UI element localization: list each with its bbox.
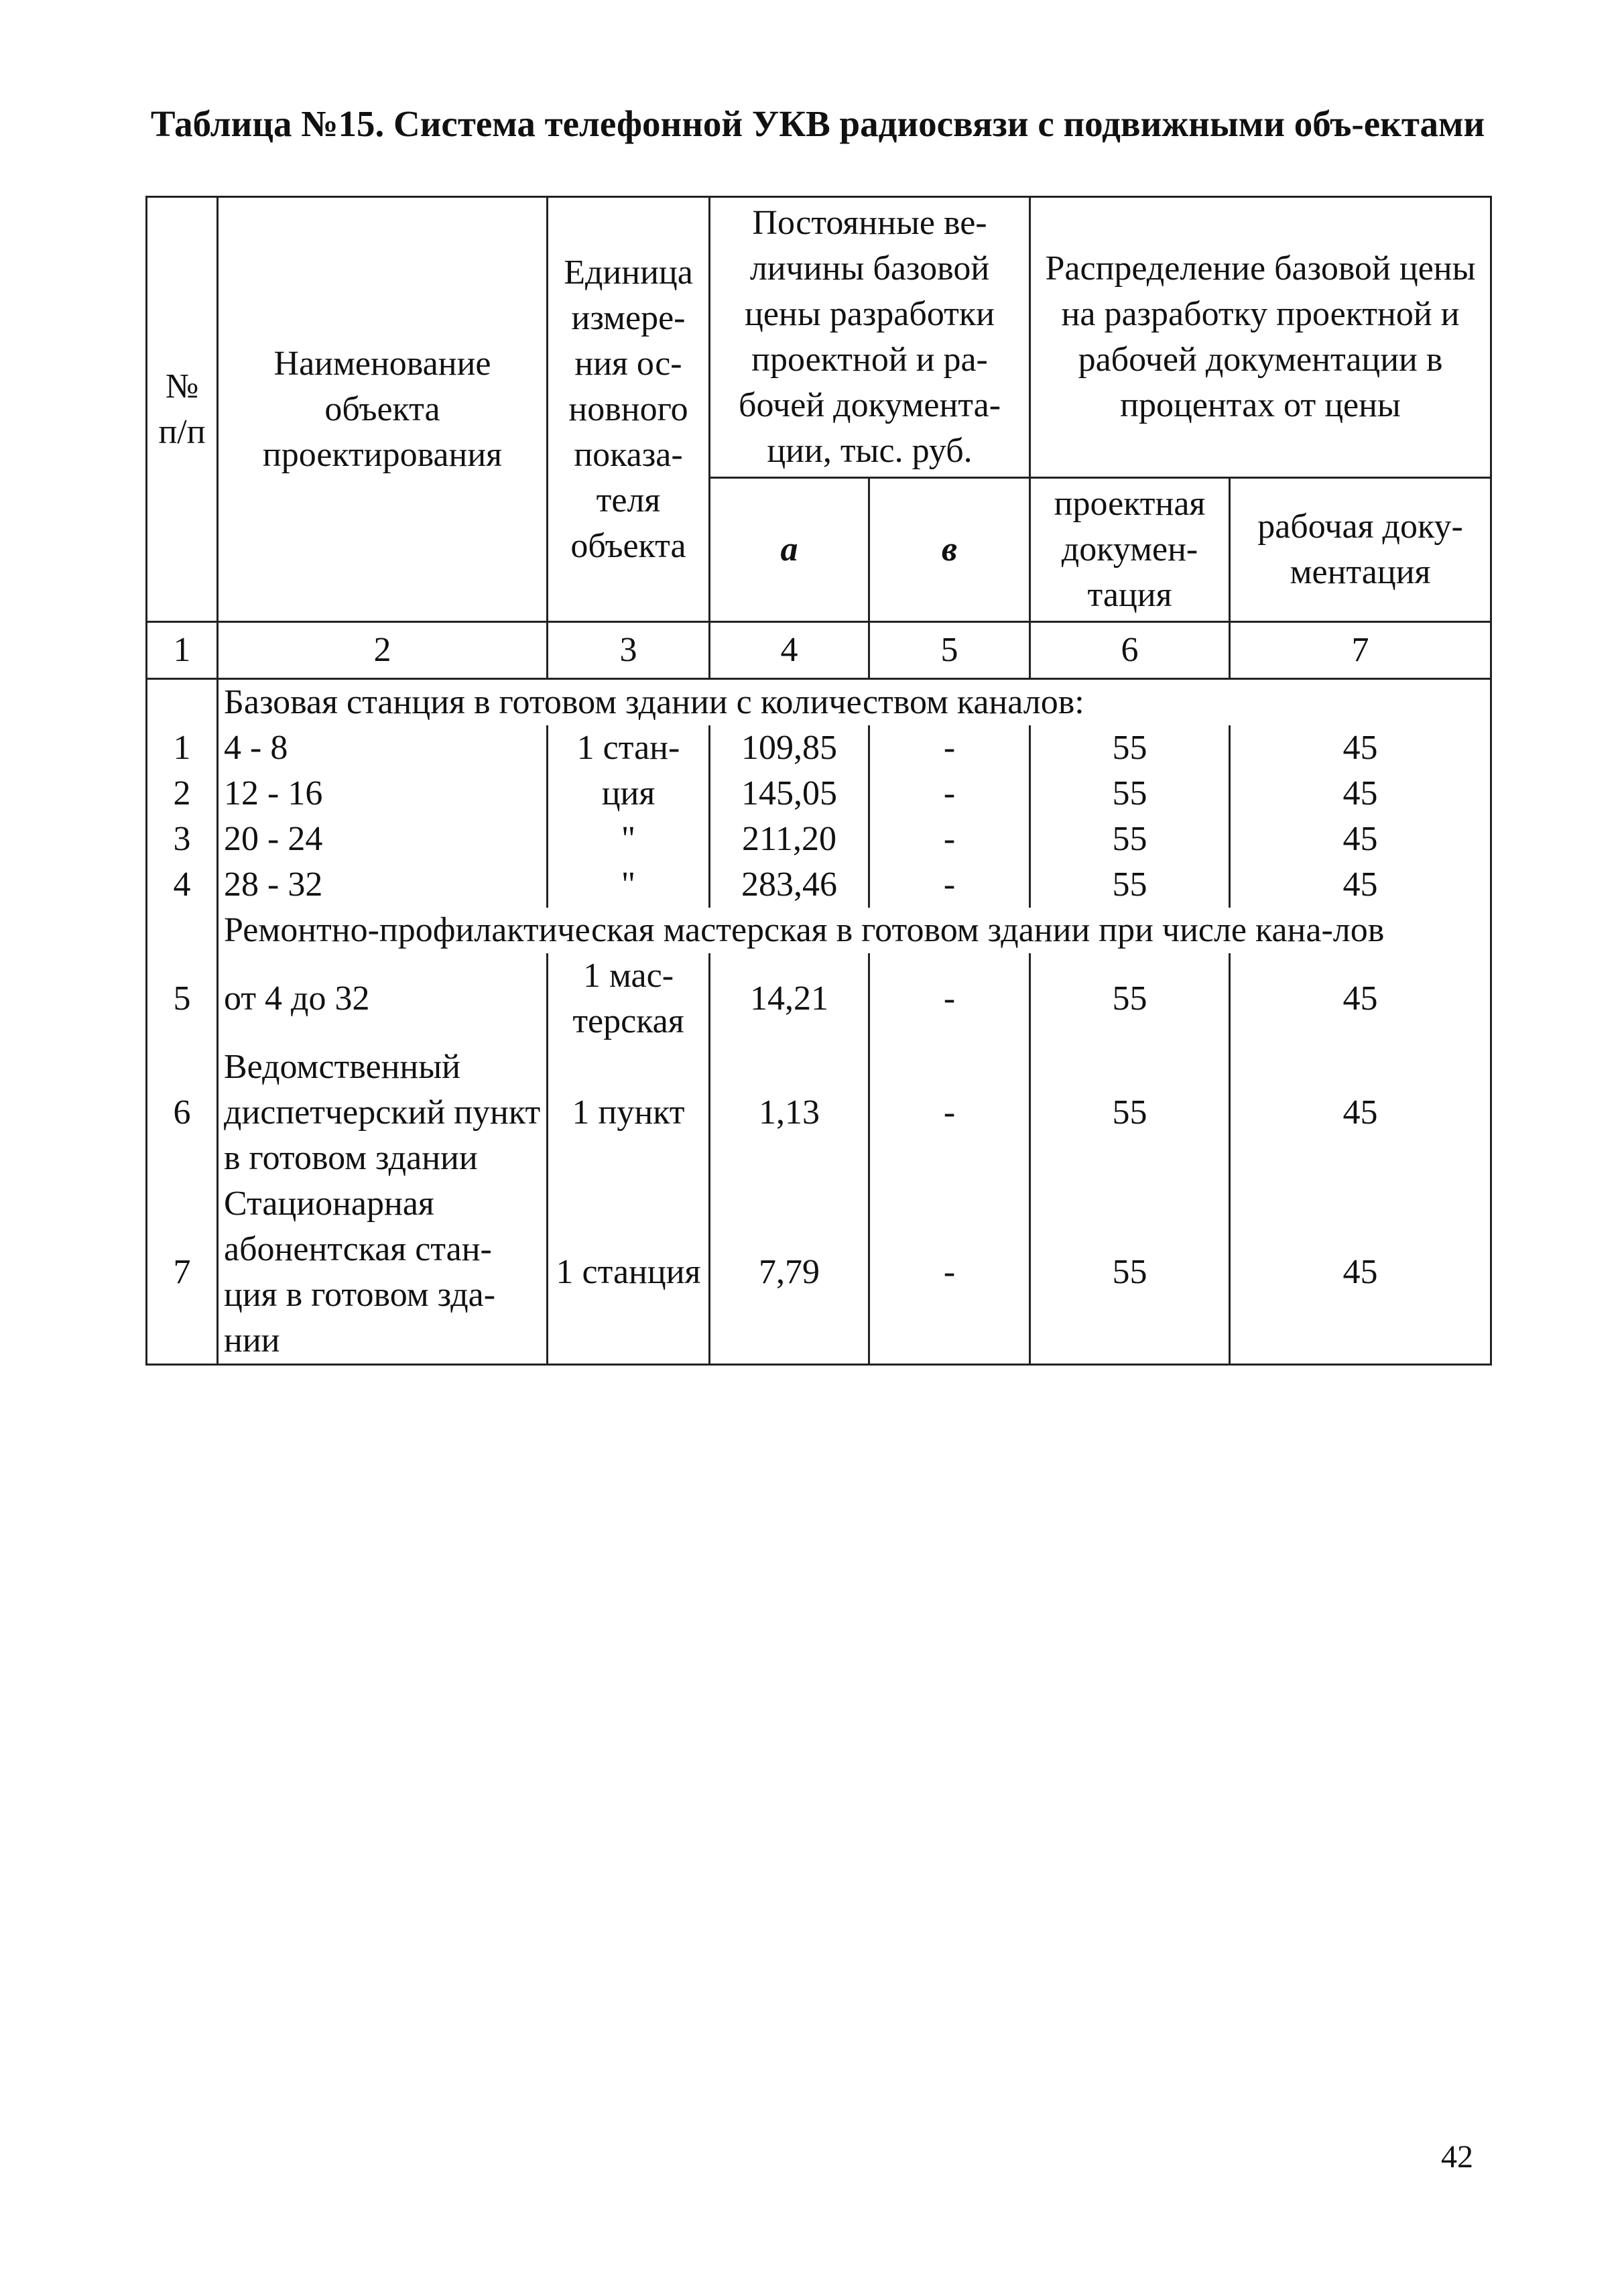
table-title: Таблица №15. Система телефонной УКВ радиосвязи с подвижными объ-ектами	[150, 103, 1485, 144]
column-number: 7	[1230, 622, 1491, 679]
row-value-a: 283,46	[710, 862, 869, 908]
table-row	[147, 1181, 1491, 1365]
row-value-b: -	[869, 771, 1030, 817]
row-project-percent: 55	[1030, 862, 1230, 908]
row-project-percent: 55	[1030, 1181, 1230, 1365]
row-unit: 1 стан-	[548, 725, 710, 771]
row-unit: ция	[548, 771, 710, 817]
header-distribution: Распределение базовой цены на разработку проектной и рабочей документации в процентах от цены	[1030, 197, 1491, 478]
table-row	[147, 771, 1491, 817]
row-value-a: 109,85	[710, 725, 869, 771]
row-working-percent: 45	[1230, 862, 1491, 908]
row-name: 28 - 32	[218, 862, 548, 908]
row-number: 5	[147, 953, 218, 1044]
column-number: 5	[869, 622, 1030, 679]
column-number: 2	[218, 622, 548, 679]
row-value-b: -	[869, 1181, 1030, 1365]
row-number: 1	[147, 725, 218, 771]
row-number: 7	[147, 1181, 218, 1365]
row-name: Ведомственный диспетчерский пункт в готовом здании	[218, 1044, 548, 1181]
column-number: 6	[1030, 622, 1230, 679]
row-number: 3	[147, 817, 218, 862]
table-row	[147, 725, 1491, 771]
row-unit: "	[548, 862, 710, 908]
row-project-percent: 55	[1030, 725, 1230, 771]
row-value-b: -	[869, 862, 1030, 908]
row-name: от 4 до 32	[218, 953, 548, 1044]
row-name: 4 - 8	[218, 725, 548, 771]
row-working-percent: 45	[1230, 771, 1491, 817]
group-heading: Ремонтно-профилактическая мастерская в готовом здании при числе кана-лов	[218, 908, 1491, 953]
table-row	[147, 1044, 1491, 1181]
row-value-a: 211,20	[710, 817, 869, 862]
row-project-percent: 55	[1030, 1044, 1230, 1181]
table-row	[147, 817, 1491, 862]
column-number: 1	[147, 622, 218, 679]
row-value-b: -	[869, 725, 1030, 771]
row-working-percent: 45	[1230, 817, 1491, 862]
row-name: 20 - 24	[218, 817, 548, 862]
row-working-percent: 45	[1230, 953, 1491, 1044]
group-heading: Базовая станция в готовом здании с количеством каналов:	[218, 679, 1491, 726]
price-table	[145, 196, 1492, 1366]
header-base-price: Постоянные ве-личины базовой цены разработки проектной и ра-бочей документа-ции, тыс. руб.	[710, 197, 1030, 478]
page-number: 42	[1441, 2139, 1473, 2175]
row-working-percent: 45	[1230, 725, 1491, 771]
row-number: 6	[147, 1044, 218, 1181]
row-number: 2	[147, 771, 218, 817]
header-b: в	[869, 478, 1030, 622]
row-project-percent: 55	[1030, 817, 1230, 862]
row-number: 4	[147, 862, 218, 908]
row-working-percent: 45	[1230, 1044, 1491, 1181]
header-a: а	[710, 478, 869, 622]
row-unit: 1 пункт	[548, 1044, 710, 1181]
row-value-b: -	[869, 1044, 1030, 1181]
row-value-a: 145,05	[710, 771, 869, 817]
table-row	[147, 953, 1491, 1044]
row-value-b: -	[869, 953, 1030, 1044]
header-unit: Единица измере-ния ос-новного показа-теля объекта	[548, 197, 710, 622]
header-object-name: Наименование объекта проектирования	[218, 197, 548, 622]
row-value-a: 14,21	[710, 953, 869, 1044]
row-project-percent: 55	[1030, 953, 1230, 1044]
header-working-docs: рабочая доку-ментация	[1230, 478, 1491, 622]
group-row	[147, 679, 1491, 726]
row-value-b: -	[869, 817, 1030, 862]
row-value-a: 7,79	[710, 1181, 869, 1365]
row-name: 12 - 16	[218, 771, 548, 817]
group-row	[147, 908, 1491, 953]
header-number: № п/п	[147, 197, 218, 622]
table-row	[147, 862, 1491, 908]
row-working-percent: 45	[1230, 1181, 1491, 1365]
row-unit: 1 станция	[548, 1181, 710, 1365]
row-unit: "	[548, 817, 710, 862]
header-project-docs: проектная докумен-тация	[1030, 478, 1230, 622]
row-value-a: 1,13	[710, 1044, 869, 1181]
row-unit: 1 мас-терская	[548, 953, 710, 1044]
column-number: 3	[548, 622, 710, 679]
row-project-percent: 55	[1030, 771, 1230, 817]
row-name: Стационарная абонентская стан-ция в готовом зда-нии	[218, 1181, 548, 1365]
column-number: 4	[710, 622, 869, 679]
